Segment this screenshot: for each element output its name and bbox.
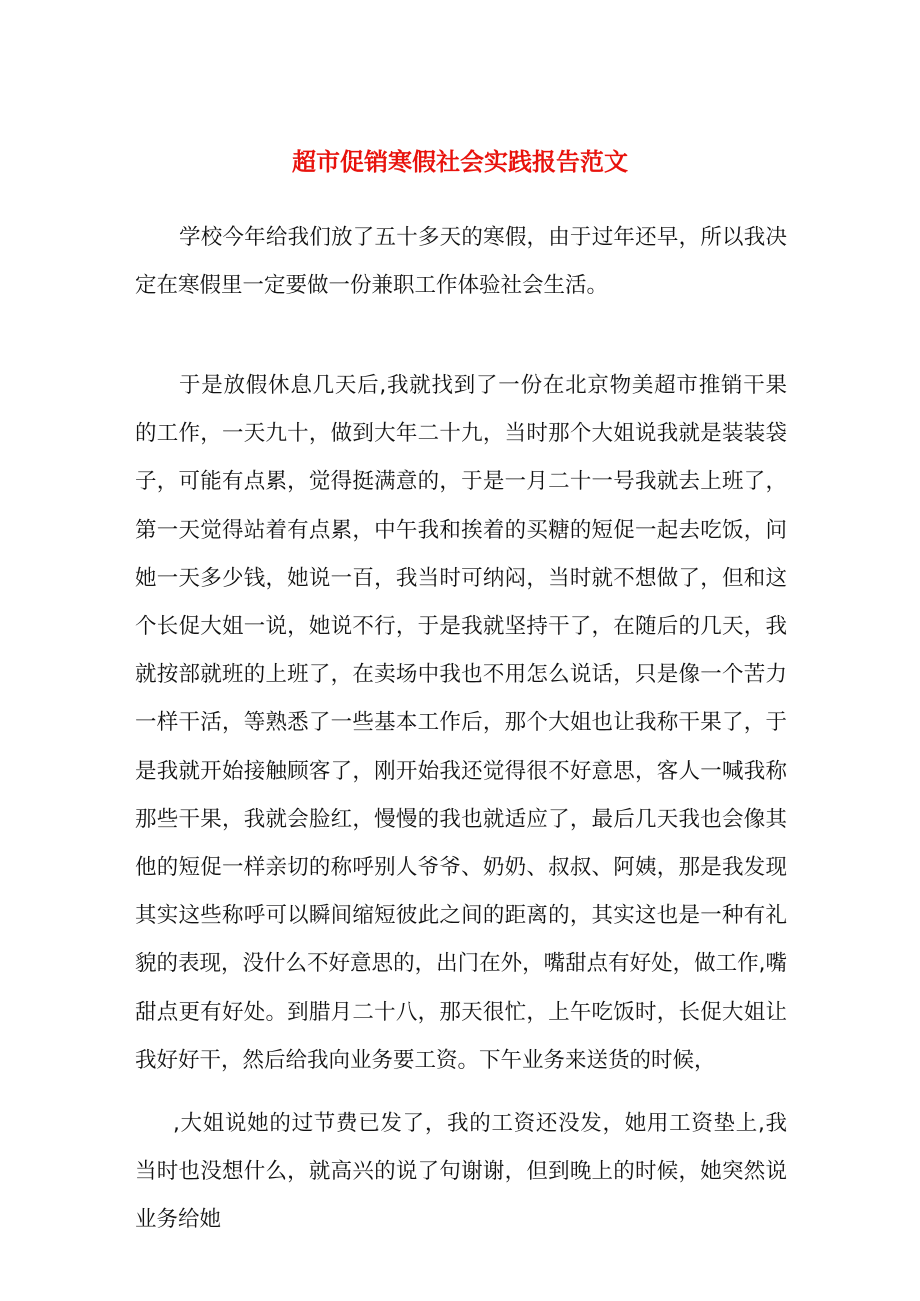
paragraph-wages: ,大姐说她的过节费已发了，我的工资还没发，她用工资垫上,我当时也没想什么，就高兴的说了句谢谢，但到晚上的时候，她突然说业务给她 [135,1111,787,1233]
paragraph-work-experience: 于是放假休息几天后,我就找到了一份在北京物美超市推销干果的工作，一天九十，做到大年二十九，当时那个大姐说我就是装装袋子，可能有点累，觉得挺满意的，于是一月二十一号我就去上班了，第一天觉得站着有点累，中午我和挨着的买糖的短促一起去吃饭，问她一天多少钱，她说一百，我当时可纳闷，当时就不想做了，但和这个长促大姐一说，她说不行，于是我就坚持干了，在随后的几天，我就按部就班的上班了，在卖场中我也不用怎么说话，只是像一个苦力一样干活，等熟悉了一些基本工作后，那个大姐也让我称干果了，于是我就开始接触顾客了，刚开始我还觉得很不好意思，客人一喊我称那些干果，我就会脸红，慢慢的我也就适应了，最后几天我也会像其他的短促一样亲切的称呼别人爷爷、奶奶、叔叔、阿姨，那是我发现其实这些称呼可以瞬间缩短彼此之间的距离的，其实这也是一种有礼貌的表现，没什么不好意思的，出门在外，嘴甜点有好处，做工作,嘴甜点更有好处。到腊月二十八，那天很忙，上午吃饭时，长促大姐让我好好干，然后给我向业务要工资。下午业务来送货的时候， [135,373,787,1073]
document-title: 超市促销寒假社会实践报告范文 [292,148,628,177]
paragraph-intro: 学校今年给我们放了五十多天的寒假，由于过年还早，所以我决定在寒假里一定要做一份兼职工作体验社会生活。 [135,225,787,299]
